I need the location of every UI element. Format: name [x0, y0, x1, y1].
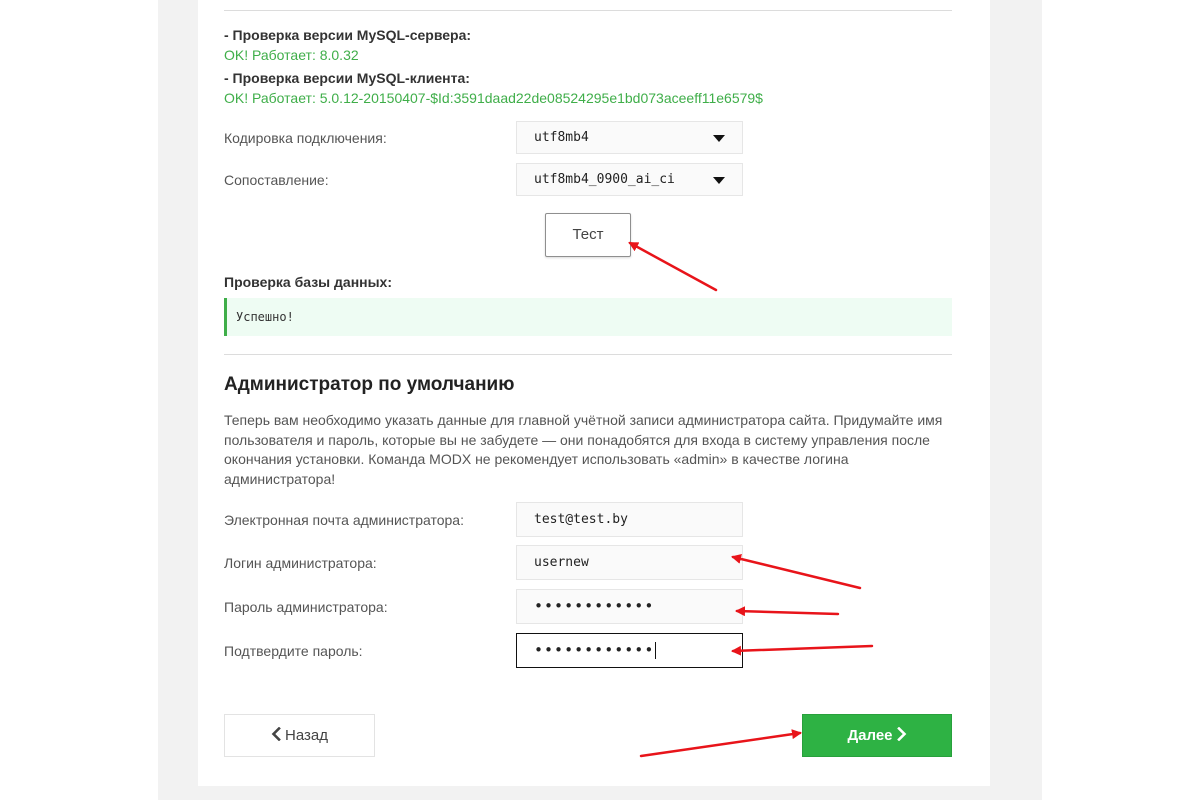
- admin-heading: Администратор по умолчанию: [224, 374, 515, 395]
- login-field-value: usernew: [534, 555, 589, 570]
- confirm-password-field-value: ••••••••••••: [534, 641, 655, 659]
- next-button[interactable]: [802, 714, 952, 757]
- charset-label: Кодировка подключения:: [224, 130, 387, 146]
- db-check-title: Проверка базы данных:: [224, 274, 393, 290]
- password-label: Пароль администратора:: [224, 599, 388, 615]
- confirm-password-label: Подтвердите пароль:: [224, 643, 363, 659]
- next-button-label: Далее: [847, 727, 893, 744]
- client-check-title: - Проверка версии MySQL-клиента:: [224, 70, 470, 86]
- login-field[interactable]: [516, 545, 743, 580]
- confirm-password-field[interactable]: [516, 633, 743, 668]
- password-field[interactable]: [516, 589, 743, 624]
- collation-label: Сопоставление:: [224, 172, 329, 188]
- email-field-value: test@test.by: [534, 512, 628, 527]
- email-field[interactable]: [516, 502, 743, 537]
- server-check-title: - Проверка версии MySQL-сервера:: [224, 27, 472, 43]
- db-check-success-box: [224, 298, 952, 336]
- chevron-left-icon: [271, 727, 281, 741]
- section-divider: [224, 354, 952, 355]
- server-check-result: OK! Работает: 8.0.32: [224, 47, 359, 63]
- back-button[interactable]: [224, 714, 375, 757]
- email-label: Электронная почта администратора:: [224, 512, 464, 528]
- charset-select-value: utf8mb4: [534, 130, 589, 145]
- text-cursor: [655, 642, 656, 659]
- client-check-result: OK! Работает: 5.0.12-20150407-$Id:3591daad22de08524295e1bd073aceeff11e6579$: [224, 90, 763, 106]
- charset-select[interactable]: [516, 121, 743, 154]
- caret-down-icon: [713, 135, 725, 142]
- collation-select-value: utf8mb4_0900_ai_ci: [534, 172, 675, 187]
- caret-down-icon: [713, 177, 725, 184]
- db-check-result: Успешно!: [236, 310, 294, 324]
- admin-description: Теперь вам необходимо указать данные для главной учётной записи администратора сайта. Придумайте имя пользователя и пароль, которые вы не забудете — они понадобятся для входа в систему управления после окончания установки. Команда MODX не рекомендует использовать «admin» в качестве логина администратора!: [224, 412, 943, 487]
- collation-select[interactable]: [516, 163, 743, 196]
- login-label: Логин администратора:: [224, 555, 377, 571]
- test-button[interactable]: Тест: [545, 213, 631, 257]
- chevron-right-icon: [897, 727, 907, 741]
- top-divider: [224, 10, 952, 11]
- back-button-label: Назад: [285, 727, 328, 744]
- password-field-value: ••••••••••••: [534, 597, 655, 615]
